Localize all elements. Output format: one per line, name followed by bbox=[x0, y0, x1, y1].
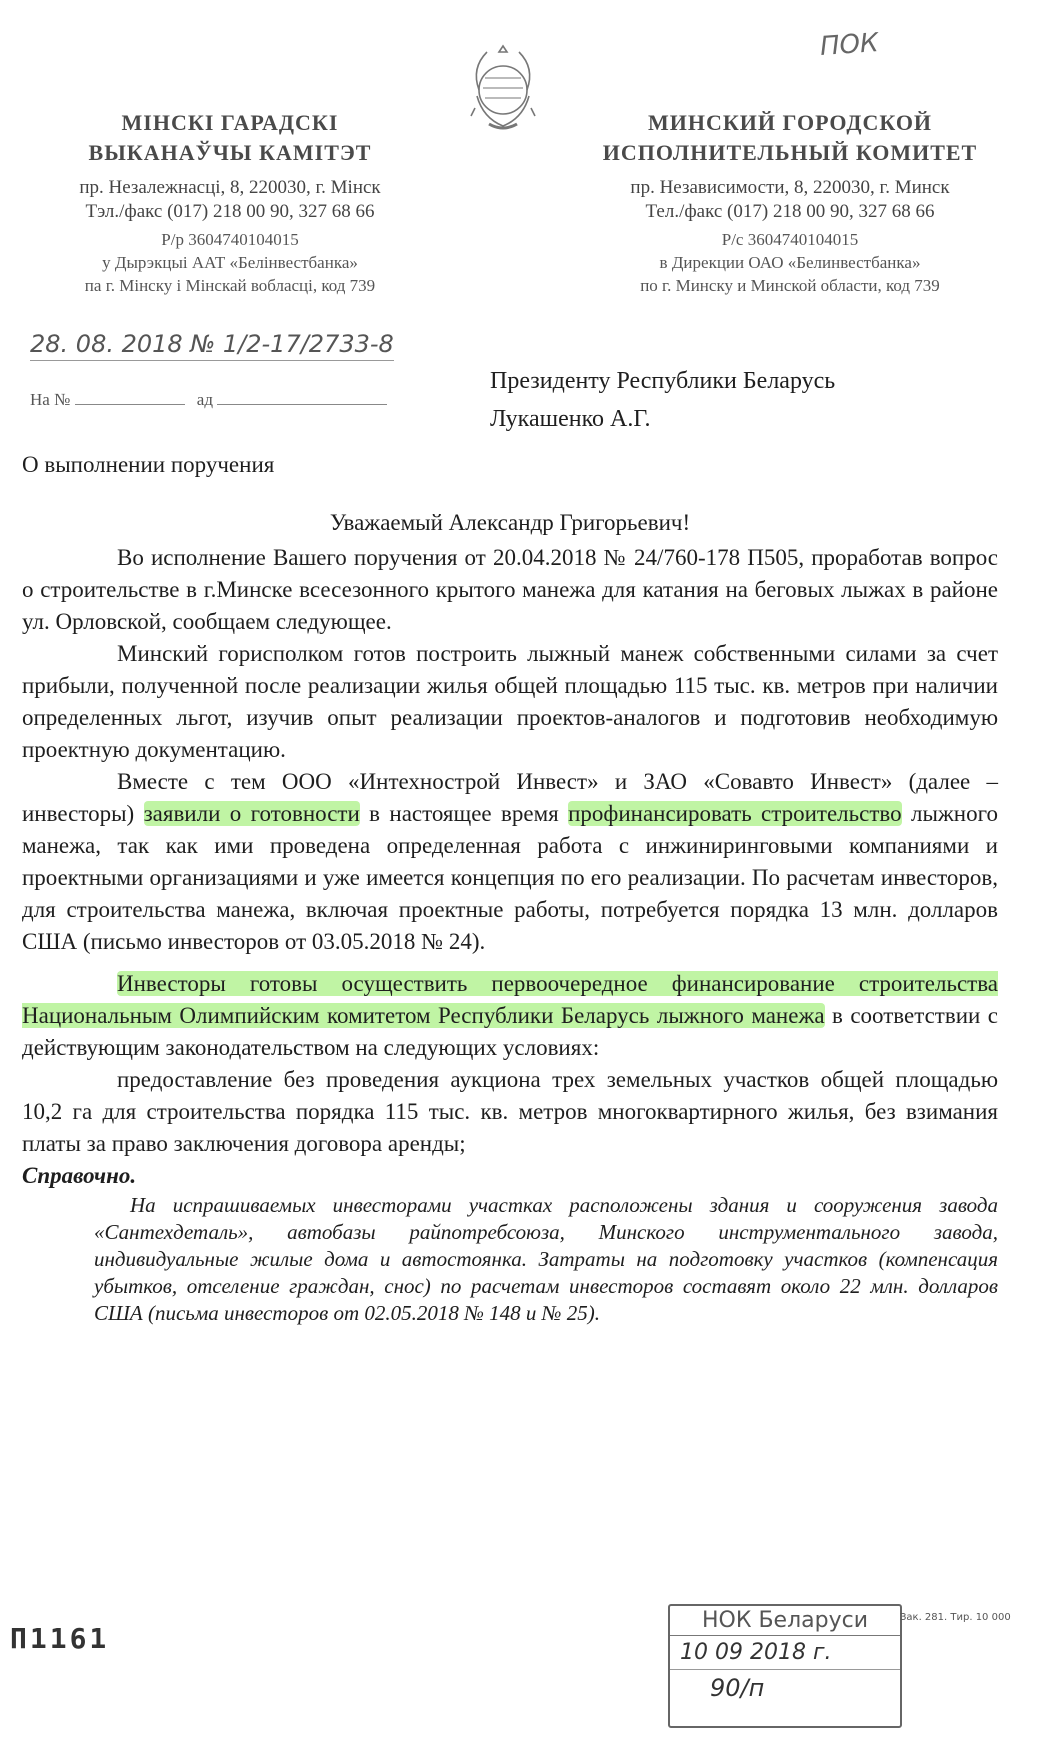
stamp-title: НОК Беларуси bbox=[670, 1606, 900, 1636]
serial-number: П1161 bbox=[10, 1622, 110, 1655]
registration-handwritten: 28. 08. 2018 № 1/2-17/2733-8 bbox=[30, 330, 394, 361]
reference-label: Справочно. bbox=[22, 1163, 137, 1188]
org-address: пр. Независимости, 8, 220030, г. Минск bbox=[630, 177, 950, 198]
reference-text: На испрашиваемых инвесторами участках расположены здания и сооружения завода «Сантехдеталь», автобазы райпотребсоюза, Минского инструментального завода, индивидуальные жилые дома и автостоянка. Затраты на подготовку участков (компенсация убытков, отселение граждан, снос) по расчетам инвесторов составят около 22 млн. долларов США (письма инвесторов от 02.05.2018 № 148 и № 25). bbox=[94, 1193, 998, 1325]
org-bank-line1: в Дирекции ОАО «Белинвестбанка» bbox=[659, 253, 921, 272]
addressee-line1: Президенту Республики Беларусь bbox=[490, 368, 836, 394]
reference-line bbox=[30, 390, 387, 410]
org-name-line2: ВЫКАНАЎЧЫ КАМІТЭТ bbox=[88, 140, 372, 165]
addressee-line2: Лукашенко А.Г. bbox=[490, 406, 651, 432]
org-name-line1: МІНСКІ ГАРАДСКІ bbox=[121, 110, 339, 135]
addressee bbox=[490, 362, 835, 438]
org-bank-line2: па г. Мінску і Мінскай вобласці, код 739 bbox=[84, 276, 376, 295]
org-phone: Тел./факс (017) 218 00 90, 327 68 66 bbox=[645, 201, 935, 222]
salutation: Уважаемый Александр Григорьевич! bbox=[329, 510, 691, 535]
subject-line: О выполнении поручения bbox=[22, 452, 275, 477]
header-right-russian bbox=[560, 108, 1020, 297]
paragraph-5: предоставление без проведения аукциона трех земельных участков общей площадью 10,2 га для строительства порядка 115 тыс. кв. метров многоквартирного жилья, без взимания платы за право заключения договора аренды; bbox=[22, 1067, 998, 1156]
highlight-readiness: заявили о готовности bbox=[143, 801, 360, 826]
org-phone: Тэл./факс (017) 218 00 90, 327 68 66 bbox=[85, 201, 375, 222]
paragraph-1: Во исполнение Вашего поручения от 20.04.2018 № 24/760-178 П505, проработав вопрос о строительстве в г.Минске всесезонного крытого манежа для катания на беговых лыжах в районе ул. Орловской, сообщаем следующее. bbox=[22, 545, 998, 634]
highlight-investors: Инвесторы готовы осуществить первоочередное финансирование строительства Национальным Олимпийским комитетом Республики Беларусь лыжного манежа bbox=[22, 971, 998, 1028]
paragraph-4: Инвесторы готовы осуществить первоочередное финансирование строительства Национальным Олимпийским комитетом Республики Беларусь лыжного манежа в соответствии с действующим законодательством на следующих условиях: bbox=[22, 971, 998, 1060]
org-account: Р/с 3604740104015 bbox=[721, 230, 859, 249]
na-label: На № bbox=[30, 390, 71, 409]
org-bank-line2: по г. Минску и Минской области, код 739 bbox=[640, 276, 940, 295]
header-left-belarusian bbox=[20, 108, 440, 297]
org-account: Р/р 3604740104015 bbox=[161, 230, 299, 249]
corner-handwritten-mark: ПОК bbox=[819, 27, 880, 63]
highlight-finance: профинансировать строительство bbox=[568, 801, 902, 826]
org-bank-line1: у Дырэкцыі ААТ «Белінвестбанка» bbox=[102, 253, 358, 272]
ad-label: ад bbox=[196, 390, 213, 409]
org-name-line2: ИСПОЛНИТЕЛЬНЫЙ КОМИТЕТ bbox=[602, 140, 978, 165]
org-address: пр. Незалежнасці, 8, 220030, г. Мінск bbox=[79, 177, 381, 198]
org-name-line1: МИНСКИЙ ГОРОДСКОЙ bbox=[647, 110, 933, 135]
coat-of-arms-emblem bbox=[455, 38, 551, 138]
incoming-stamp bbox=[668, 1604, 902, 1728]
paragraph-3: Вместе с тем ООО «Интехнострой Инвест» и ЗАО «Совавто Инвест» (далее – инвесторы) заявили о готовности в настоящее время профинансировать строительство лыжного манежа, так как ими проведена определенная работа с инжиниринговыми компаниями и проектными организациями и уже имеется концепция по его реализации. По расчетам инвесторов, для строительства манежа, включая проектные работы, потребуется порядка 13 млн. долларов США (письмо инвесторов от 03.05.2018 № 24). bbox=[22, 769, 998, 954]
paragraph-2: Минский горисполком готов построить лыжный манеж собственными силами за счет прибыли, полученной после реализации жилья общей площадью 115 тыс. кв. метров при наличии определенных льгот, изучив опыт реализации проектов-аналогов и подготовив необходимую проектную документацию. bbox=[22, 641, 998, 762]
print-info: Зак. 281. Тир. 10 000 bbox=[900, 1612, 1011, 1623]
stamp-date: 10 09 2018 г. bbox=[670, 1636, 900, 1670]
stamp-number: 90/п bbox=[710, 1674, 765, 1702]
letter-body bbox=[22, 542, 998, 1327]
